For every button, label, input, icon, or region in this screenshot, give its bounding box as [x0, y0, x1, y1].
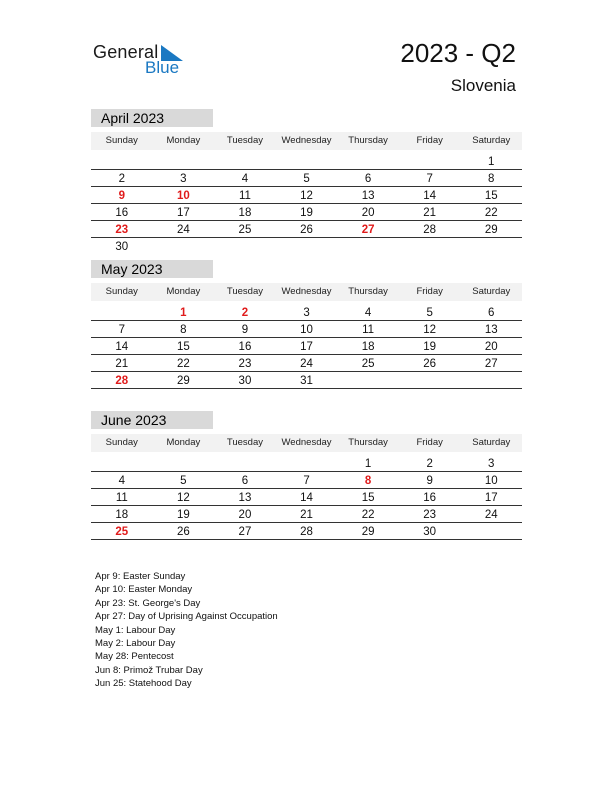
- day-cell: 9: [241, 324, 249, 336]
- day-cell: 26: [300, 224, 313, 236]
- day-cell: 7: [426, 173, 433, 185]
- day-cell: 1: [364, 458, 372, 470]
- day-cell: 2: [118, 173, 125, 185]
- day-cell: 1: [180, 307, 187, 319]
- month-block: [91, 109, 522, 255]
- day-cell: 16: [238, 341, 252, 353]
- weekday-label: Wednesday: [281, 437, 332, 448]
- weekday-label: Saturday: [472, 135, 511, 146]
- day-cell: 19: [423, 341, 437, 353]
- day-cell: 19: [176, 509, 190, 521]
- week-row: [91, 170, 522, 187]
- day-cell: 28: [300, 526, 313, 538]
- day-cell: 24: [300, 358, 313, 370]
- day-cell: 11: [362, 324, 375, 336]
- day-cell: 31: [300, 375, 313, 387]
- weekday-label: Monday: [166, 437, 201, 448]
- day-cell: [460, 238, 522, 255]
- day-cell: 5: [303, 173, 310, 185]
- weekday-header: [91, 434, 522, 452]
- day-cell: 20: [238, 509, 252, 521]
- day-cell: 24: [484, 509, 498, 521]
- day-cell: [153, 238, 215, 255]
- week-row: [91, 304, 522, 321]
- holiday-item: May 1: Labour Day: [95, 624, 176, 636]
- day-cell: 26: [176, 526, 190, 538]
- month-label: June 2023: [91, 411, 213, 429]
- week-row: [91, 338, 522, 355]
- day-cell: 3: [303, 307, 310, 319]
- day-cell: 27: [361, 224, 375, 236]
- day-cell: 15: [361, 492, 375, 504]
- day-cell: 6: [241, 475, 249, 487]
- day-cell: 2: [241, 307, 249, 319]
- weekday-label: Wednesday: [281, 135, 332, 146]
- week-row: [91, 506, 522, 523]
- day-cell: 4: [364, 307, 372, 319]
- day-cell: 10: [484, 475, 498, 487]
- weekday-label: Friday: [416, 135, 443, 146]
- page-title: 2023 - Q2: [400, 38, 516, 68]
- day-cell: 17: [176, 207, 190, 219]
- day-cell: 22: [484, 207, 498, 219]
- day-cell: 21: [300, 509, 313, 521]
- day-cell: 18: [238, 207, 252, 219]
- day-cell: 2: [426, 458, 433, 470]
- holiday-item: Jun 25: Statehood Day: [95, 678, 192, 690]
- day-cell: [276, 238, 338, 255]
- day-cell: 29: [361, 526, 375, 538]
- day-cell: 21: [115, 358, 129, 370]
- day-cell: 27: [484, 358, 498, 370]
- day-cell: 6: [488, 307, 495, 319]
- day-cell: 23: [423, 509, 437, 521]
- day-cell: 18: [361, 341, 375, 353]
- day-cell: [337, 238, 399, 255]
- day-cell: 14: [115, 341, 129, 353]
- weekday-header: [91, 132, 522, 150]
- day-cell: 12: [423, 324, 437, 336]
- weekday-label: Thursday: [348, 135, 388, 146]
- week-row: [91, 153, 522, 170]
- day-cell: 15: [484, 190, 498, 202]
- day-cell: 5: [426, 307, 433, 319]
- day-cell: [153, 153, 215, 169]
- day-cell: 27: [238, 526, 252, 538]
- logo-general-text: General: [93, 42, 159, 62]
- day-cell: 8: [488, 173, 495, 185]
- day-cell: [460, 523, 522, 539]
- day-cell: [276, 455, 338, 471]
- week-row: [91, 187, 522, 204]
- holiday-list: [95, 570, 278, 691]
- day-cell: [91, 455, 153, 471]
- day-cell: 10: [300, 324, 313, 336]
- week-row: [91, 221, 522, 238]
- day-cell: 20: [484, 341, 498, 353]
- day-cell: 13: [238, 492, 252, 504]
- week-row: [91, 372, 522, 389]
- day-cell: 29: [176, 375, 190, 387]
- day-cell: [460, 372, 522, 388]
- weekday-label: Tuesday: [226, 286, 263, 297]
- holiday-item: Apr 9: Easter Sunday: [95, 571, 186, 582]
- day-cell: 23: [238, 358, 252, 370]
- country-name: Slovenia: [450, 76, 516, 95]
- day-cell: 1: [488, 156, 495, 168]
- logo: [93, 42, 193, 78]
- day-cell: [276, 153, 338, 169]
- week-row: [91, 523, 522, 540]
- day-cell: 8: [364, 475, 372, 487]
- day-cell: [399, 153, 461, 169]
- weekday-label: Monday: [166, 135, 201, 146]
- holiday-item: Jun 8: Primož Trubar Day: [95, 664, 203, 676]
- day-cell: 4: [118, 475, 125, 487]
- day-cell: 25: [238, 224, 252, 236]
- month-label: May 2023: [91, 260, 213, 278]
- weekday-label: Tuesday: [226, 135, 263, 146]
- day-cell: 21: [423, 207, 437, 219]
- week-row: [91, 355, 522, 372]
- day-cell: 12: [300, 190, 313, 202]
- day-cell: 30: [115, 241, 129, 253]
- day-cell: 29: [484, 224, 498, 236]
- day-cell: 12: [176, 492, 190, 504]
- weekday-label: Saturday: [472, 437, 511, 448]
- holiday-item: Apr 27: Day of Uprising Against Occupation: [95, 611, 278, 623]
- day-cell: 17: [300, 341, 313, 353]
- weekday-label: Saturday: [472, 286, 511, 297]
- weekday-label: Wednesday: [281, 286, 332, 297]
- day-cell: 11: [238, 190, 251, 202]
- day-cell: [214, 238, 276, 255]
- holiday-item: May 28: Pentecost: [95, 651, 174, 663]
- day-cell: [399, 372, 461, 388]
- weekday-header: [91, 283, 522, 301]
- weekday-label: Thursday: [348, 286, 388, 297]
- day-cell: 23: [115, 224, 129, 236]
- holiday-item: Apr 10: Easter Monday: [95, 584, 193, 596]
- weekday-label: Sunday: [105, 135, 138, 146]
- day-cell: 16: [115, 207, 129, 219]
- day-cell: 26: [423, 358, 437, 370]
- day-cell: 15: [176, 341, 190, 353]
- day-cell: 13: [484, 324, 498, 336]
- month-block: [91, 411, 522, 540]
- day-cell: 8: [180, 324, 187, 336]
- day-cell: [337, 153, 399, 169]
- day-cell: [91, 153, 153, 169]
- day-cell: 22: [176, 358, 190, 370]
- day-cell: 22: [361, 509, 375, 521]
- day-cell: 25: [361, 358, 375, 370]
- day-cell: 19: [300, 207, 313, 219]
- weekday-label: Friday: [416, 286, 443, 297]
- week-row: [91, 238, 522, 255]
- week-row: [91, 489, 522, 506]
- day-cell: 10: [176, 190, 190, 202]
- day-cell: 18: [115, 509, 129, 521]
- weekday-label: Friday: [416, 437, 443, 448]
- day-cell: 30: [423, 526, 437, 538]
- day-cell: 13: [361, 190, 375, 202]
- day-cell: 28: [423, 224, 437, 236]
- day-cell: 25: [115, 526, 129, 538]
- day-cell: 20: [361, 207, 375, 219]
- day-cell: 11: [115, 492, 128, 504]
- day-cell: 17: [484, 492, 498, 504]
- day-cell: 16: [423, 492, 437, 504]
- weekday-label: Sunday: [105, 286, 138, 297]
- week-row: [91, 321, 522, 338]
- month-label: April 2023: [91, 109, 213, 127]
- day-cell: 3: [180, 173, 187, 185]
- day-cell: 28: [115, 375, 129, 387]
- day-cell: 6: [364, 173, 372, 185]
- day-cell: 4: [241, 173, 249, 185]
- logo-blue-text: Blue: [145, 58, 180, 77]
- holiday-item: May 2: Labour Day: [95, 638, 176, 650]
- weekday-label: Thursday: [348, 437, 388, 448]
- weekday-label: Sunday: [105, 437, 138, 448]
- week-row: [91, 204, 522, 221]
- day-cell: 30: [238, 375, 252, 387]
- weekday-label: Tuesday: [226, 437, 263, 448]
- week-row: [91, 472, 522, 489]
- day-cell: 5: [180, 475, 187, 487]
- day-cell: 3: [488, 458, 495, 470]
- month-block: [91, 260, 522, 389]
- day-cell: [153, 455, 215, 471]
- day-cell: [214, 153, 276, 169]
- day-cell: [337, 372, 399, 388]
- week-row: [91, 455, 522, 472]
- holiday-item: Apr 23: St. George's Day: [95, 597, 201, 609]
- day-cell: [91, 304, 153, 320]
- day-cell: [399, 238, 461, 255]
- day-cell: 14: [423, 190, 437, 202]
- weekday-label: Monday: [166, 286, 201, 297]
- day-cell: 7: [303, 475, 310, 487]
- day-cell: 9: [118, 190, 125, 202]
- day-cell: 9: [426, 475, 433, 487]
- day-cell: 14: [300, 492, 313, 504]
- day-cell: 7: [118, 324, 125, 336]
- day-cell: [214, 455, 276, 471]
- day-cell: 24: [176, 224, 190, 236]
